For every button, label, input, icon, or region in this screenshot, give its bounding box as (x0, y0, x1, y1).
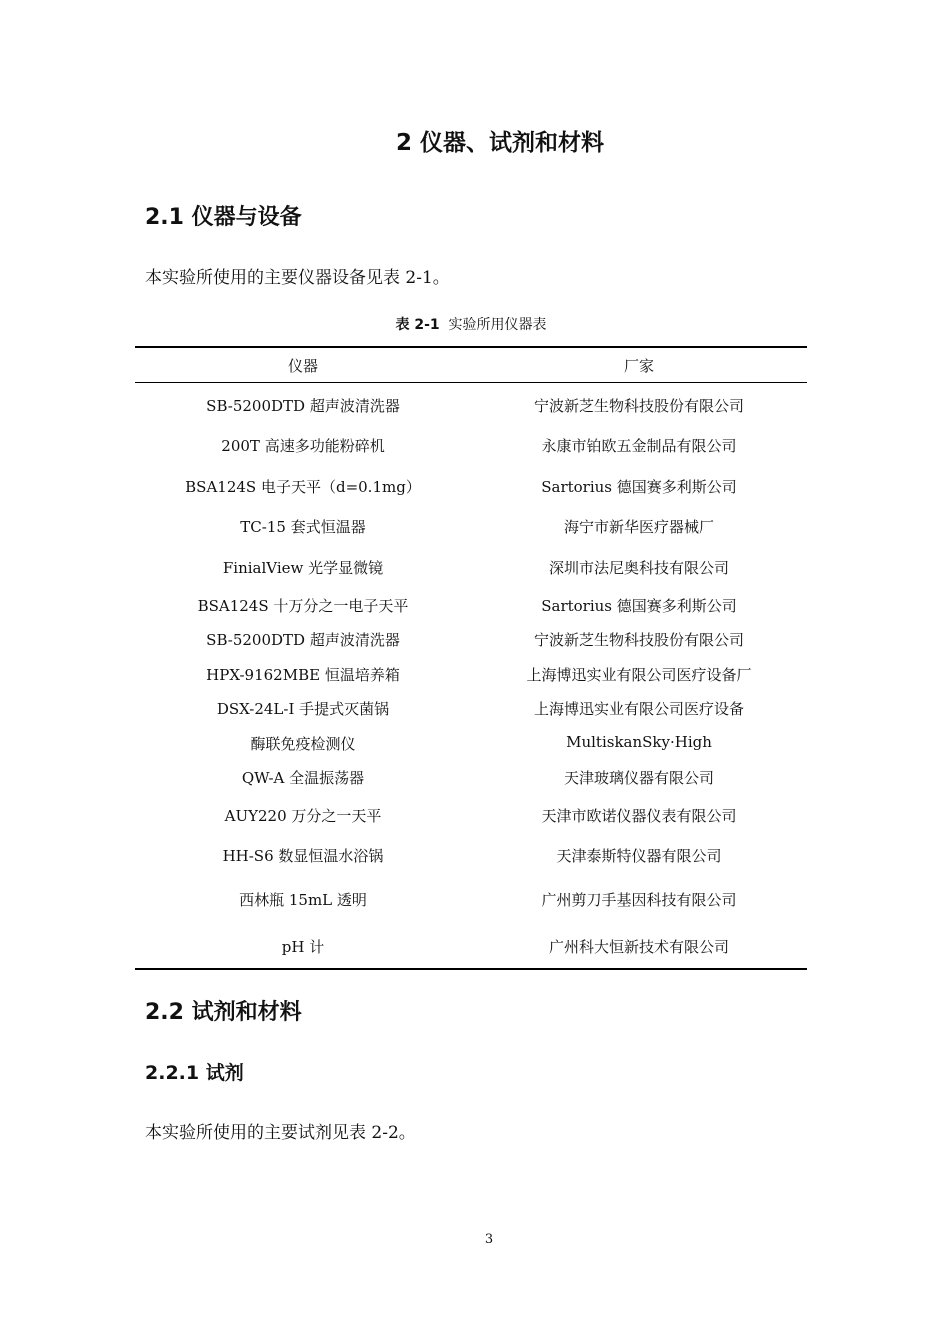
table-cell-manufacturer: 宁波新芝生物科技股份有限公司 (533, 631, 744, 649)
table-cell-instrument: BSA124S 电子天平（d=0.1mg） (185, 478, 421, 496)
table-cell-instrument: HPX-9162MBE 恒温培养箱 (206, 666, 400, 684)
table-cell-manufacturer: 天津市欧诺仪器仪表有限公司 (541, 807, 737, 825)
section-2-1-title: 2.1 仪器与设备 (145, 205, 302, 230)
table-cell-instrument: 200T 高速多功能粉碎机 (221, 437, 385, 455)
table-cell-instrument: BSA124S 十万分之一电子天平 (197, 597, 409, 615)
table-cell-manufacturer: 海宁市新华医疗器械厂 (563, 518, 714, 536)
table-header-rule (135, 382, 807, 383)
table-cell-instrument: SB-5200DTD 超声波清洗器 (206, 631, 400, 649)
table-cell-instrument: HH-S6 数显恒温水浴锅 (222, 847, 384, 865)
table-cell-manufacturer: 宁波新芝生物科技股份有限公司 (533, 397, 744, 415)
page-number: 3 (484, 1232, 494, 1247)
table-cell-manufacturer: 天津玻璃仪器有限公司 (563, 769, 714, 787)
table-cell-instrument: FinialView 光学显微镜 (222, 559, 384, 577)
table-cell-instrument: QW-A 全温振荡器 (241, 769, 365, 787)
chapter-title: 2 仪器、试剂和材料 (395, 130, 604, 156)
section-2-2-1-title: 2.2.1 试剂 (145, 1062, 244, 1084)
table-cell-instrument: AUY220 万分之一天平 (224, 807, 382, 825)
table-cell-instrument: 西林瓶 15mL 透明 (239, 891, 367, 909)
table-cell-manufacturer: 广州科大恒新技术有限公司 (548, 938, 729, 956)
table-cell-instrument: 酶联免疫检测仪 (250, 735, 356, 753)
table-cell-manufacturer: 天津泰斯特仪器有限公司 (556, 847, 722, 865)
table-cell-instrument: DSX-24L-I 手提式灭菌锅 (216, 700, 390, 718)
table-cell-manufacturer: 深圳市法尼奥科技有限公司 (548, 559, 729, 577)
table-cell-manufacturer: 上海博迅实业有限公司医疗设备厂 (526, 666, 752, 684)
section-2-1-text: 本实验所使用的主要仪器设备见表 2-1。 (145, 268, 450, 288)
table-bottom-rule (135, 968, 807, 970)
table-cell-manufacturer: MultiskanSky·High (566, 733, 712, 751)
table-caption-label: 表 2-1 (395, 317, 440, 333)
table-top-rule (135, 346, 807, 348)
table-cell-manufacturer: 广州剪刀手基因科技有限公司 (541, 891, 737, 909)
table-caption-text: 实验所用仪器表 (448, 317, 547, 333)
table-header-manufacturer: 厂家 (623, 357, 654, 375)
table-header-instrument: 仪器 (287, 357, 318, 375)
table-caption (135, 314, 807, 334)
table-cell-manufacturer: Sartorius 德国赛多利斯公司 (541, 478, 737, 496)
table-cell-instrument: TC-15 套式恒温器 (240, 518, 366, 536)
section-2-2-title: 2.2 试剂和材料 (145, 1000, 302, 1025)
table-cell-manufacturer: Sartorius 德国赛多利斯公司 (541, 597, 737, 615)
table-cell-instrument: SB-5200DTD 超声波清洗器 (206, 397, 400, 415)
section-2-2-1-text: 本实验所使用的主要试剂见表 2-2。 (145, 1123, 416, 1143)
table-cell-manufacturer: 永康市铂欧五金制品有限公司 (541, 437, 737, 455)
table-cell-instrument: pH 计 (281, 938, 325, 956)
table-cell-manufacturer: 上海博迅实业有限公司医疗设备 (533, 700, 744, 718)
